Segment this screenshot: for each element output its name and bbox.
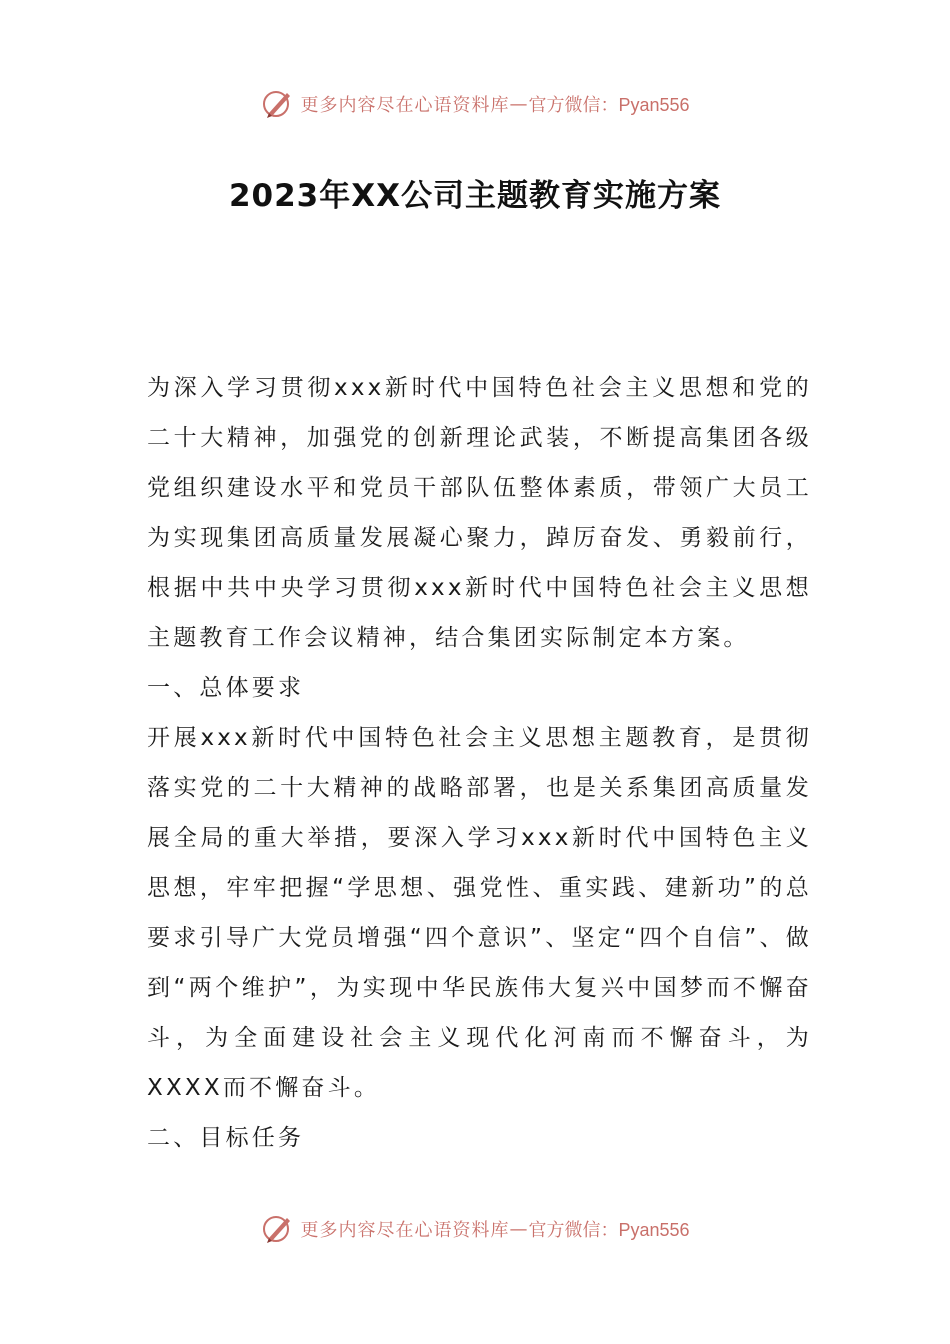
- intro-paragraph: 为深入学习贯彻xxx新时代中国特色社会主义思想和党的二十大精神，加强党的创新理论武装，不断提高集团各级党组织建设水平和党员干部队伍整体素质，带领广大员工为实现集团高质量发展凝心聚力，踔厉奋发、勇毅前行，根据中共中央学习贯彻xxx新时代中国特色社会主义思想主题教育工作会议精神，结合集团实际制定本方案。: [147, 375, 812, 651]
- pen-logo-icon: [260, 87, 296, 121]
- header-banner: [0, 84, 950, 124]
- banner-dash: —: [509, 93, 529, 115]
- banner-text: 更多内容尽在心语资料库: [300, 1220, 510, 1241]
- section-paragraph-1: 开展xxx新时代中国特色社会主义思想主题教育，是贯彻落实党的二十大精神的战略部署，也是关系集团高质量发展全局的重大举措，要深入学习xxx新时代中国特色主义思想，牢牢把握“学思想、强党性、重实践、建新功”的总要求引导广大党员增强“四个意识”、坚定“四个自信”、做到“两个维护”，为实现中华民族伟大复兴中国梦而不懈奋斗，为全面建设社会主义现代化河南而不懈奋斗，为XXXX而不懈奋斗。: [147, 725, 812, 1101]
- document-title: 2023年XX公司主题教育实施方案: [228, 178, 722, 214]
- pen-logo-icon: [260, 1212, 296, 1246]
- banner-wechat: 官方微信：Pyan556: [528, 95, 690, 115]
- document-body: [147, 363, 812, 1163]
- banner-wechat: 官方微信：Pyan556: [528, 1220, 690, 1240]
- banner-text: 更多内容尽在心语资料库: [300, 95, 510, 116]
- section-heading-1: 一、总体要求: [147, 675, 305, 701]
- footer-banner: [0, 1209, 950, 1249]
- banner-dash: —: [509, 1218, 529, 1240]
- section-heading-2: 二、目标任务: [147, 1125, 305, 1151]
